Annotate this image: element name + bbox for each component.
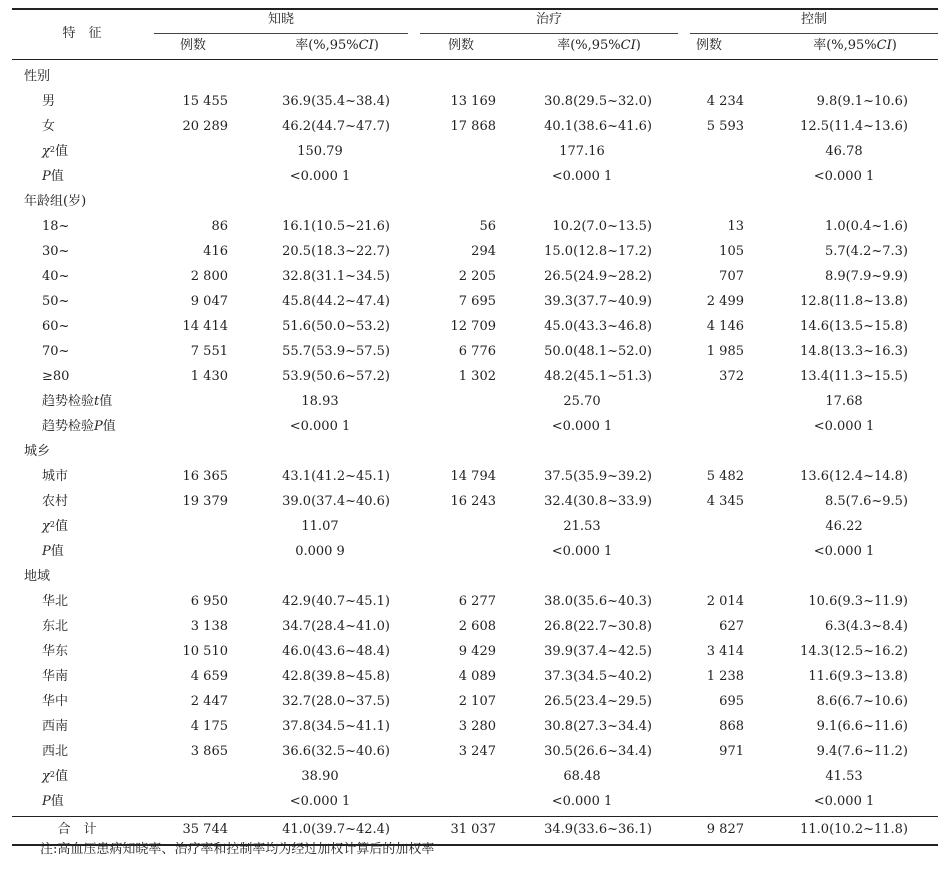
row-label: 东北: [42, 619, 69, 634]
rate-cell: 30.8(27.3~34.4): [544, 719, 652, 734]
header-rule: [12, 59, 938, 60]
stat-cell: 68.48: [563, 769, 601, 784]
count-cell: 4 089: [458, 669, 496, 684]
rate-cell: 37.3(34.5~40.2): [544, 669, 652, 684]
row-label: 农村: [42, 494, 69, 509]
row-label: $\chi^2$值: [42, 769, 68, 784]
rate-cell: 46.2(44.7~47.7): [282, 119, 390, 134]
count-cell: 9 827: [706, 822, 744, 837]
stat-cell: 25.70: [563, 394, 601, 409]
stat-cell: <0.000 1: [551, 794, 613, 809]
rate-cell: 9.1(6.6~11.6): [816, 719, 908, 734]
count-cell: 14 414: [182, 319, 228, 334]
count-cell: 1 985: [706, 344, 744, 359]
count-cell: 6 950: [190, 594, 228, 609]
stat-cell: 177.16: [559, 144, 605, 159]
count-cell: 20 289: [182, 119, 228, 134]
row-label: $\chi^2$值: [42, 144, 68, 159]
count-cell: 372: [719, 369, 744, 384]
count-cell: 707: [719, 269, 744, 284]
rate-cell: 11.0(10.2~11.8): [800, 822, 908, 837]
count-cell: 6 277: [458, 594, 496, 609]
count-cell: 14 794: [450, 469, 496, 484]
rate-cell: 50.0(48.1~52.0): [544, 344, 652, 359]
rate-cell: 39.0(37.4~40.6): [282, 494, 390, 509]
row-label: 合 计: [57, 822, 97, 837]
header-count: 例数: [179, 38, 206, 53]
stat-cell: <0.000 1: [813, 794, 875, 809]
stat-cell: <0.000 1: [551, 169, 613, 184]
count-cell: 86: [211, 219, 228, 234]
rate-cell: 32.4(30.8~33.9): [544, 494, 652, 509]
stat-cell: <0.000 1: [551, 544, 613, 559]
stat-cell: <0.000 1: [813, 419, 875, 434]
count-cell: 4 175: [190, 719, 228, 734]
row-label: 男: [42, 94, 56, 109]
count-cell: 31 037: [450, 822, 496, 837]
stat-cell: <0.000 1: [813, 544, 875, 559]
count-cell: 4 234: [706, 94, 744, 109]
total-top-rule: [12, 816, 938, 817]
section-label: 年龄组(岁): [24, 194, 87, 209]
ci-italic: CI: [620, 38, 636, 53]
count-cell: 1 430: [190, 369, 228, 384]
stat-cell: <0.000 1: [289, 794, 351, 809]
rate-cell: 9.4(7.6~11.2): [816, 744, 908, 759]
rate-cell: 40.1(38.6~41.6): [544, 119, 652, 134]
count-cell: 13: [727, 219, 744, 234]
stat-cell: 11.07: [301, 519, 339, 534]
header-count: 例数: [695, 38, 722, 53]
row-label: 30~: [42, 244, 70, 259]
count-cell: 16 243: [450, 494, 496, 509]
rate-cell: 53.9(50.6~57.2): [282, 369, 390, 384]
count-cell: 627: [719, 619, 744, 634]
header-rate: 率(%,95%CI): [295, 38, 379, 53]
count-cell: 4 345: [706, 494, 744, 509]
count-cell: 3 414: [706, 644, 744, 659]
count-cell: 3 280: [458, 719, 496, 734]
row-label: P值: [42, 544, 64, 559]
stat-cell: 38.90: [301, 769, 339, 784]
rate-cell: 38.0(35.6~40.3): [544, 594, 652, 609]
rate-cell: 16.1(10.5~21.6): [282, 219, 390, 234]
count-cell: 10 510: [182, 644, 228, 659]
header-feature: 特 征: [62, 26, 102, 41]
count-cell: 16 365: [182, 469, 228, 484]
row-label: 40~: [42, 269, 70, 284]
count-cell: 17 868: [450, 119, 496, 134]
stat-cell: 0.000 9: [295, 544, 345, 559]
rate-cell: 41.0(39.7~42.4): [282, 822, 390, 837]
rate-cell: 48.2(45.1~51.3): [544, 369, 652, 384]
rate-cell: 34.9(33.6~36.1): [544, 822, 652, 837]
rate-cell: 14.3(12.5~16.2): [800, 644, 908, 659]
count-cell: 868: [719, 719, 744, 734]
row-label: P值: [42, 169, 64, 184]
rate-cell: 9.8(9.1~10.6): [816, 94, 908, 109]
rate-cell: 30.5(26.6~34.4): [544, 744, 652, 759]
count-cell: 3 138: [190, 619, 228, 634]
count-cell: 35 744: [182, 822, 228, 837]
count-cell: 12 709: [450, 319, 496, 334]
rate-cell: 8.9(7.9~9.9): [824, 269, 908, 284]
stat-cell: <0.000 1: [813, 169, 875, 184]
row-label: 60~: [42, 319, 70, 334]
count-cell: 3 865: [190, 744, 228, 759]
rate-cell: 5.7(4.2~7.3): [824, 244, 908, 259]
row-label: 西南: [42, 719, 69, 734]
row-label: 50~: [42, 294, 70, 309]
row-label: 华东: [42, 644, 69, 659]
count-cell: 6 776: [458, 344, 496, 359]
rate-cell: 32.8(31.1~34.5): [282, 269, 390, 284]
rate-cell: 13.6(12.4~14.8): [800, 469, 908, 484]
row-label: 趋势检验t值: [42, 394, 113, 409]
stat-cell: 41.53: [825, 769, 863, 784]
row-label: 华南: [42, 669, 69, 684]
row-label: 西北: [42, 744, 69, 759]
stat-cell: 150.79: [297, 144, 343, 159]
rate-cell: 55.7(53.9~57.5): [282, 344, 390, 359]
count-cell: 5 593: [706, 119, 744, 134]
rate-cell: 15.0(12.8~17.2): [544, 244, 652, 259]
stat-cell: 21.53: [563, 519, 601, 534]
header-group: 知晓: [267, 12, 294, 27]
rate-cell: 10.6(9.3~11.9): [808, 594, 908, 609]
rate-cell: 1.0(0.4~1.6): [824, 219, 908, 234]
count-cell: 1 302: [458, 369, 496, 384]
count-cell: 2 608: [458, 619, 496, 634]
stat-cell: <0.000 1: [289, 169, 351, 184]
rate-cell: 36.9(35.4~38.4): [282, 94, 390, 109]
rate-cell: 26.5(24.9~28.2): [544, 269, 652, 284]
header-rate: 率(%,95%CI): [813, 38, 897, 53]
row-label: 城市: [42, 469, 69, 484]
count-cell: 2 107: [458, 694, 496, 709]
section-label: 城乡: [24, 444, 51, 459]
row-label: 18~: [42, 219, 70, 234]
section-label: 地域: [24, 569, 51, 584]
rate-cell: 26.8(22.7~30.8): [544, 619, 652, 634]
count-cell: 4 659: [190, 669, 228, 684]
rate-cell: 8.5(7.6~9.5): [824, 494, 908, 509]
count-cell: 971: [719, 744, 744, 759]
rate-cell: 39.3(37.7~40.9): [544, 294, 652, 309]
count-cell: 105: [719, 244, 744, 259]
count-cell: 3 247: [458, 744, 496, 759]
rate-cell: 11.6(9.3~13.8): [808, 669, 908, 684]
rate-cell: 32.7(28.0~37.5): [282, 694, 390, 709]
count-cell: 7 551: [190, 344, 228, 359]
rate-cell: 26.5(23.4~29.5): [544, 694, 652, 709]
rate-cell: 30.8(29.5~32.0): [544, 94, 652, 109]
row-label: 70~: [42, 344, 70, 359]
count-cell: 9 047: [190, 294, 228, 309]
count-cell: 9 429: [458, 644, 496, 659]
count-cell: 695: [719, 694, 744, 709]
header-count: 例数: [447, 38, 474, 53]
count-cell: 15 455: [182, 94, 228, 109]
stat-cell: <0.000 1: [289, 419, 351, 434]
count-cell: 4 146: [706, 319, 744, 334]
rate-cell: 8.6(6.7~10.6): [816, 694, 908, 709]
rate-cell: 43.1(41.2~45.1): [282, 469, 390, 484]
table-note: 注:高血压患病知晓率、治疗率和控制率均为经过加权计算后的加权率: [40, 842, 435, 857]
count-cell: 2 447: [190, 694, 228, 709]
count-cell: 2 800: [190, 269, 228, 284]
ci-italic: CI: [876, 38, 892, 53]
count-cell: 56: [479, 219, 496, 234]
rate-cell: 13.4(11.3~15.5): [800, 369, 908, 384]
rate-cell: 20.5(18.3~22.7): [282, 244, 390, 259]
count-cell: 5 482: [706, 469, 744, 484]
rate-cell: 10.2(7.0~13.5): [552, 219, 652, 234]
rate-cell: 51.6(50.0~53.2): [282, 319, 390, 334]
rate-cell: 37.8(34.5~41.1): [282, 719, 390, 734]
count-cell: 13 169: [450, 94, 496, 109]
count-cell: 2 499: [706, 294, 744, 309]
count-cell: 2 014: [706, 594, 744, 609]
header-rate: 率(%,95%CI): [557, 38, 641, 53]
rate-cell: 12.8(11.8~13.8): [800, 294, 908, 309]
row-label: ≥80: [42, 369, 70, 384]
rate-cell: 14.6(13.5~15.8): [800, 319, 908, 334]
rate-cell: 39.9(37.4~42.5): [544, 644, 652, 659]
count-cell: 294: [471, 244, 496, 259]
rate-cell: 14.8(13.3~16.3): [800, 344, 908, 359]
rate-cell: 36.6(32.5~40.6): [282, 744, 390, 759]
header-group: 治疗: [535, 12, 562, 27]
rate-cell: 45.8(44.2~47.4): [282, 294, 390, 309]
section-label: 性别: [24, 69, 51, 84]
rate-cell: 12.5(11.4~13.6): [800, 119, 908, 134]
count-cell: 7 695: [458, 294, 496, 309]
row-label: P值: [42, 794, 64, 809]
row-label: 华北: [42, 594, 69, 609]
count-cell: 416: [203, 244, 228, 259]
count-cell: 2 205: [458, 269, 496, 284]
stat-cell: 17.68: [825, 394, 863, 409]
rate-cell: 37.5(35.9~39.2): [544, 469, 652, 484]
count-cell: 19 379: [182, 494, 228, 509]
rate-cell: 46.0(43.6~48.4): [282, 644, 390, 659]
header-group: 控制: [800, 12, 827, 27]
rate-cell: 45.0(43.3~46.8): [544, 319, 652, 334]
stat-cell: <0.000 1: [551, 419, 613, 434]
ci-italic: CI: [358, 38, 374, 53]
row-label: 华中: [42, 694, 69, 709]
rate-cell: 42.9(40.7~45.1): [282, 594, 390, 609]
stat-cell: 18.93: [301, 394, 339, 409]
count-cell: 1 238: [706, 669, 744, 684]
rate-cell: 34.7(28.4~41.0): [282, 619, 390, 634]
rate-cell: 6.3(4.3~8.4): [824, 619, 908, 634]
stat-cell: 46.78: [825, 144, 863, 159]
row-label: $\chi^2$值: [42, 519, 68, 534]
row-label: 女: [42, 119, 56, 134]
rate-cell: 42.8(39.8~45.8): [282, 669, 390, 684]
stat-cell: 46.22: [825, 519, 863, 534]
row-label: 趋势检验P值: [42, 419, 116, 434]
